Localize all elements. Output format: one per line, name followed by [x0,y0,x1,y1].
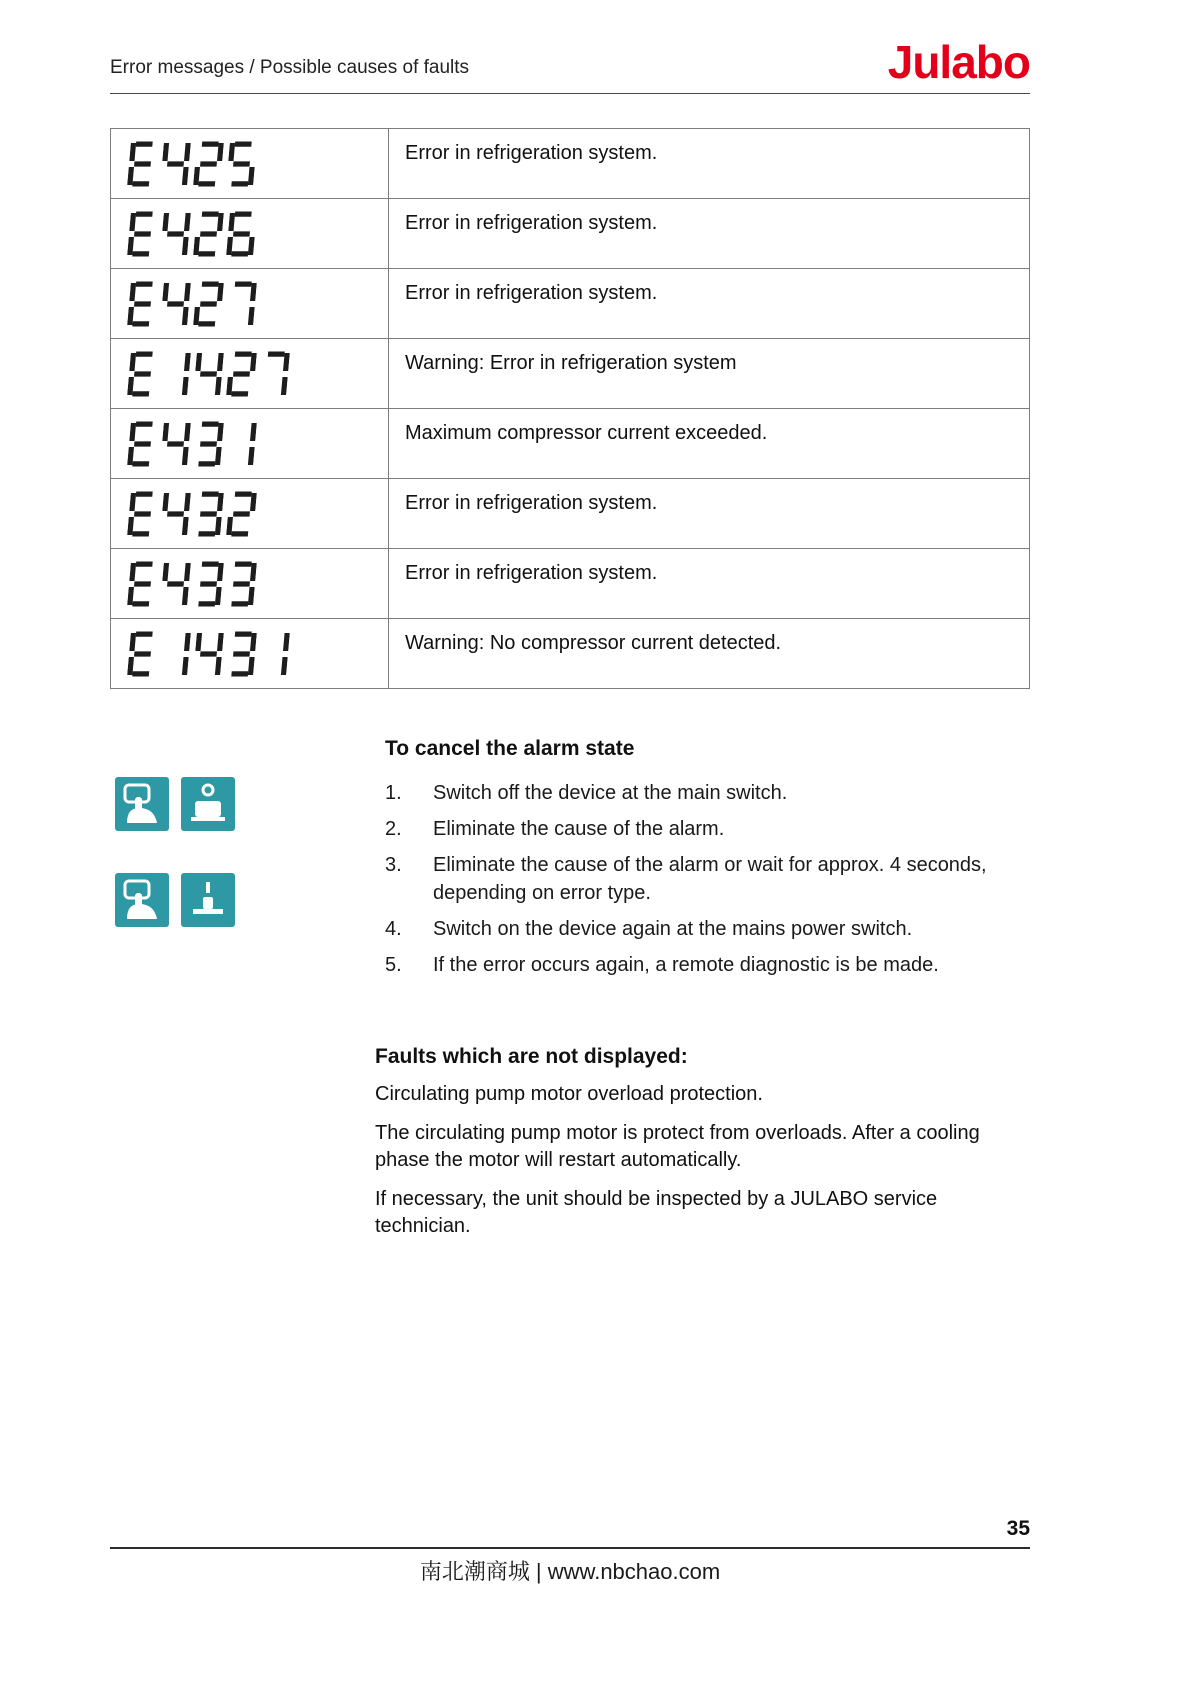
step-item [385,951,1030,979]
error-code-display [127,141,389,187]
icon-pair-on [115,873,247,927]
error-description: Warning: No compressor current detected. [389,619,1030,689]
table-row [111,129,1030,199]
faults-paragraph: The circulating pump motor is protect from overloads. After a cooling phase the motor will restart automatically. [375,1122,980,1172]
error-description: Warning: Error in refrigeration system [389,339,1030,409]
error-code-display [127,281,389,327]
table-row [111,199,1030,269]
table-row [111,549,1030,619]
error-code-table [110,128,1030,689]
table-row [111,479,1030,549]
error-description: Error in refrigeration system. [389,269,1030,339]
page-header [110,0,1030,94]
person-press-icon [115,873,169,927]
step-text: Switch on the device again at the mains power switch. [433,918,913,941]
error-code-display [127,211,389,257]
power-switch-on-icon [181,873,235,927]
breadcrumb: Error messages / Possible causes of faults [110,57,470,79]
step-item [385,815,1030,843]
step-item [385,851,1030,907]
faults-title: Faults which are not displayed: [375,1045,688,1069]
step-number: 4. [385,918,402,941]
error-description: Error in refrigeration system. [389,199,1030,269]
cancel-alarm-title: To cancel the alarm state [385,737,635,761]
page-footer [110,1517,1030,1586]
power-switch-off-icon [181,777,235,831]
cancel-alarm-section [110,737,1030,987]
step-number: 3. [385,854,402,877]
table-row [111,269,1030,339]
error-description: Error in refrigeration system. [389,129,1030,199]
instruction-icons [115,777,247,969]
faults-paragraph: Circulating pump motor overload protection. [375,1083,763,1106]
step-number: 1. [385,782,402,805]
step-text: Eliminate the cause of the alarm or wait for approx. 4 seconds, depending on error type. [433,854,987,905]
error-code-display [127,421,389,467]
icon-pair-off [115,777,247,831]
table-row [111,339,1030,409]
error-code-display [127,351,389,397]
faults-not-displayed-section [110,1045,1030,1240]
page-number: 35 [1006,1517,1030,1540]
error-code-display [127,561,389,607]
error-code-display [127,631,389,677]
faults-paragraph: If necessary, the unit should be inspected by a JULABO service technician. [375,1188,938,1238]
error-description: Error in refrigeration system. [389,549,1030,619]
step-text: Eliminate the cause of the alarm. [433,818,725,841]
person-press-icon [115,777,169,831]
julabo-logo: Julabo [887,36,1030,88]
footer-site-text: 南北潮商城 | www.nbchao.com [419,1559,721,1584]
step-number: 5. [385,954,402,977]
step-item [385,779,1030,807]
step-item [385,915,1030,943]
error-code-display [127,491,389,537]
error-description: Error in refrigeration system. [389,479,1030,549]
step-text: Switch off the device at the main switch. [433,782,788,805]
table-row [111,619,1030,689]
error-description: Maximum compressor current exceeded. [389,409,1030,479]
table-row [111,409,1030,479]
step-text: If the error occurs again, a remote diagnostic is be made. [433,954,939,977]
step-number: 2. [385,818,402,841]
